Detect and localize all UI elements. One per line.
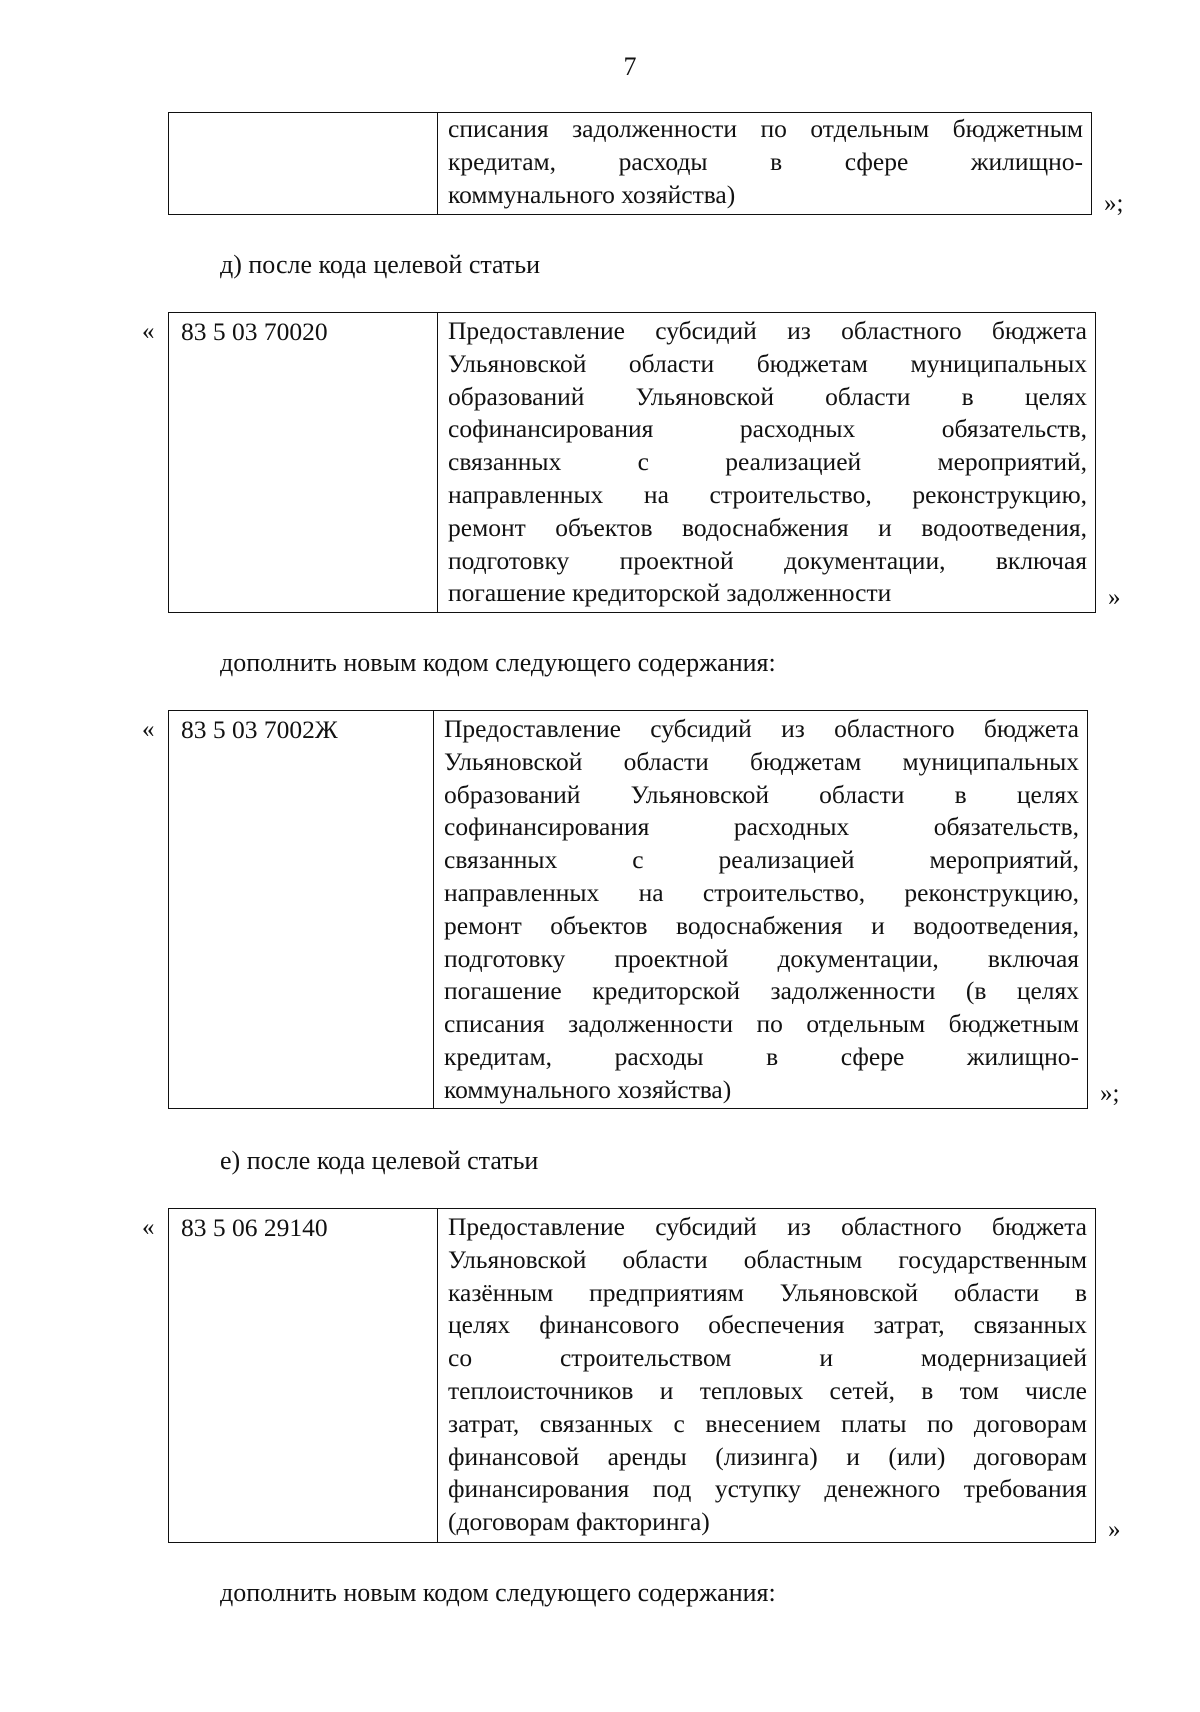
description-line: образований Ульяновской области в целях [448, 381, 1087, 411]
description-line: Предоставление субсидий из областного бюджета [448, 1212, 1087, 1241]
description-line: погашение кредиторской задолженности (в целях [444, 976, 1079, 1006]
description-line: Предоставление субсидий из областного бюджета [444, 714, 1079, 743]
target-article-table [168, 1208, 1096, 1543]
code-cell: 83 5 03 7002Ж [169, 711, 434, 1109]
description-line: связанных с реализацией мероприятий, [444, 845, 1079, 875]
description-line: казённым предприятиям Ульяновской области в [448, 1277, 1087, 1307]
description-line: связанных с реализацией мероприятий, [448, 447, 1087, 477]
description-line: кредитам, расходы в сфере жилищно- [444, 1041, 1079, 1071]
description-line: (договорам факторинга) [448, 1507, 710, 1537]
description-line: софинансирования расходных обязательств, [448, 414, 1087, 444]
description-line: коммунального хозяйства) [444, 1074, 732, 1104]
description-cell [434, 711, 1088, 1109]
description-line: направленных на строительство, реконструкцию, [448, 479, 1087, 509]
new-code-table [168, 710, 1088, 1109]
description-line: Ульяновской области областным государственным [448, 1244, 1087, 1274]
closing-quote: » [1108, 1516, 1121, 1543]
code-cell: 83 5 06 29140 [169, 1209, 438, 1543]
description-line: финансовой аренды (лизинга) и (или) договорам [448, 1441, 1087, 1471]
description-line: направленных на строительство, реконструкцию, [444, 877, 1079, 907]
continuation-table [168, 112, 1092, 215]
description-cell [438, 313, 1096, 613]
description-cell [438, 1209, 1096, 1543]
description-line: подготовку проектной документации, включая [444, 943, 1079, 973]
description-line: ремонт объектов водоснабжения и водоотведения, [448, 512, 1087, 542]
closing-quote: »; [1104, 190, 1124, 217]
opening-quote: « [142, 1214, 155, 1241]
description-line: Предоставление субсидий из областного бюджета [448, 316, 1087, 345]
description-line: образований Ульяновской области в целях [444, 779, 1079, 809]
description-line: теплоисточников и тепловых сетей, в том числе [448, 1375, 1087, 1405]
code-cell [169, 113, 438, 215]
description-line: софинансирования расходных обязательств, [444, 812, 1079, 842]
description-line: со строительством и модернизацией [448, 1343, 1087, 1373]
opening-quote: « [142, 318, 155, 345]
closing-quote: »; [1100, 1080, 1120, 1107]
description-line: подготовку проектной документации, включая [448, 545, 1087, 575]
description-line: Ульяновской области бюджетам муниципальных [444, 746, 1079, 776]
closing-quote: » [1108, 584, 1121, 611]
description-line: целях финансового обеспечения затрат, связанных [448, 1310, 1087, 1340]
paragraph-e-intro: е) после кода целевой статьи [220, 1146, 539, 1175]
description-line: Ульяновской области бюджетам муниципальных [448, 348, 1087, 378]
description-line: коммунального хозяйства) [448, 179, 736, 209]
description-line: кредитам, расходы в сфере жилищно- [448, 146, 1083, 176]
description-line: списания задолженности по отдельным бюджетным [444, 1009, 1079, 1039]
description-line: списания задолженности по отдельным бюджетным [448, 114, 1083, 143]
page-number: 7 [623, 52, 637, 81]
paragraph-d-intro: д) после кода целевой статьи [220, 250, 541, 279]
paragraph-e-add: дополнить новым кодом следующего содержания: [220, 1578, 776, 1607]
description-line: затрат, связанных с внесением платы по договорам [448, 1408, 1087, 1438]
target-article-table [168, 312, 1096, 613]
code-cell: 83 5 03 70020 [169, 313, 438, 613]
opening-quote: « [142, 716, 155, 743]
description-line: погашение кредиторской задолженности [448, 578, 892, 608]
paragraph-d-add: дополнить новым кодом следующего содержания: [220, 648, 776, 677]
description-cell [438, 113, 1092, 215]
description-line: финансирования под уступку денежного требования [448, 1474, 1087, 1504]
description-line: ремонт объектов водоснабжения и водоотведения, [444, 910, 1079, 940]
